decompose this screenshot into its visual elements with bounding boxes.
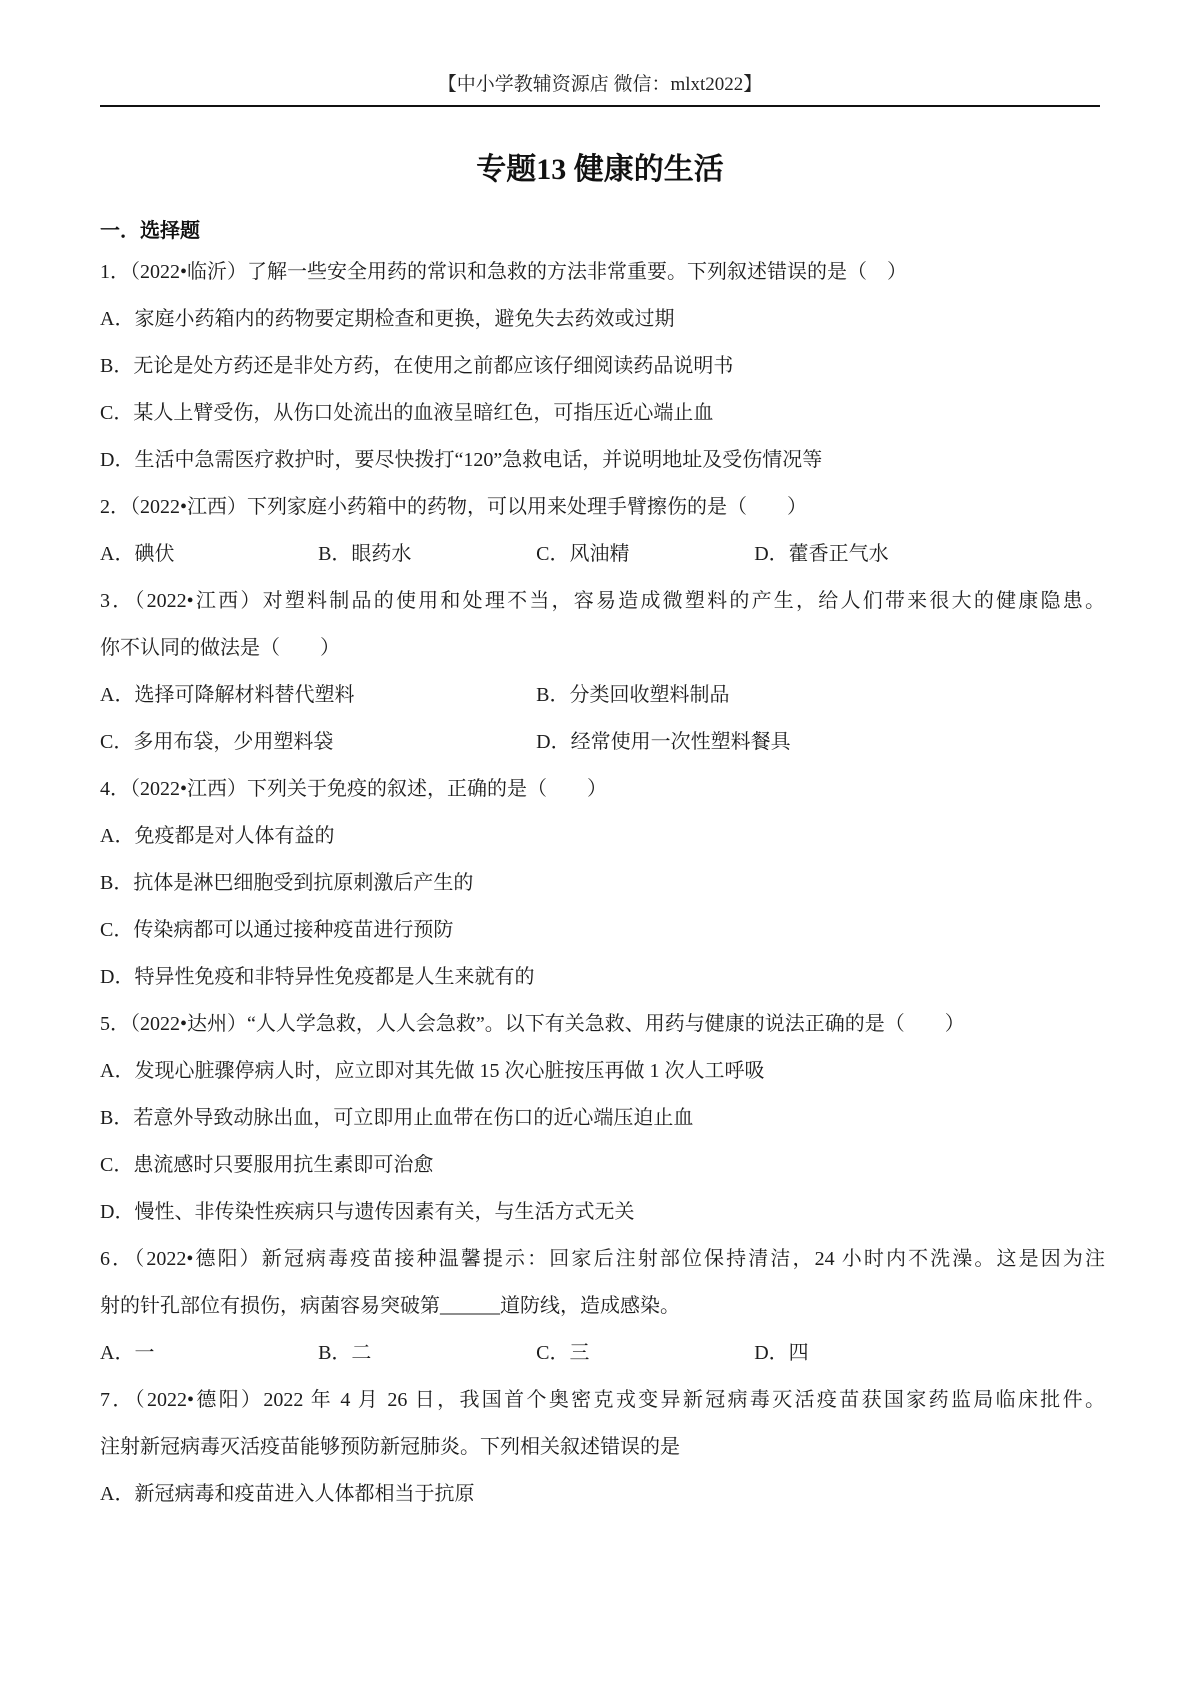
question-6-options-row xyxy=(100,1330,1105,1377)
question-4-option-b: B．抗体是淋巴细胞受到抗原刺激后产生的 xyxy=(100,872,474,894)
question-2-option-d: D．藿香正气水 xyxy=(754,543,889,565)
header-divider xyxy=(100,105,1100,107)
question-6-option-c: C．三 xyxy=(536,1342,590,1364)
question-2-stem: 2．（2022•江西）下列家庭小药箱中的药物，可以用来处理手臂擦伤的是（ ） xyxy=(100,496,808,518)
question-1-option-a: A．家庭小药箱内的药物要定期检查和更换，避免失去药效或过期 xyxy=(100,308,675,330)
question-3-stem-line2: 你不认同的做法是（ ） xyxy=(100,637,340,659)
question-1-option-b: B．无论是处方药还是非处方药，在使用之前都应该仔细阅读药品说明书 xyxy=(100,355,734,377)
question-7-option-a: A．新冠病毒和疫苗进入人体都相当于抗原 xyxy=(100,1483,475,1505)
question-3 xyxy=(100,578,1105,766)
question-5-option-a: A．发现心脏骤停病人时，应立即对其先做 15 次心脏按压再做 1 次人工呼吸 xyxy=(100,1060,765,1082)
question-1 xyxy=(100,249,1105,484)
question-5-stem: 5．（2022•达州）“人人学急救，人人会急救”。以下有关急救、用药与健康的说法正确的是（ ） xyxy=(100,1013,965,1035)
question-3-option-b: B．分类回收塑料制品 xyxy=(536,684,730,706)
question-6 xyxy=(100,1236,1105,1377)
question-7-stem-line1: 7．（2022•德阳）2022 年 4 月 26 日，我国首个奥密克戎变异新冠病毒灭活疫苗获国家药监局临床批件。 xyxy=(100,1389,1105,1411)
question-3-option-a: A．选择可降解材料替代塑料 xyxy=(100,684,355,706)
question-3-stem-line1: 3．（2022•江西）对塑料制品的使用和处理不当，容易造成微塑料的产生，给人们带来很大的健康隐患。 xyxy=(100,590,1105,612)
question-6-stem-line2: 射的针孔部位有损伤，病菌容易突破第______道防线，造成感染。 xyxy=(100,1295,680,1317)
question-4-option-c: C．传染病都可以通过接种疫苗进行预防 xyxy=(100,919,454,941)
question-6-stem-line1: 6．（2022•德阳）新冠病毒疫苗接种温馨提示：回家后注射部位保持清洁，24 小时内不洗澡。这是因为注 xyxy=(100,1248,1105,1270)
question-3-option-d: D．经常使用一次性塑料餐具 xyxy=(536,731,791,753)
header-watermark: 【中小学教辅资源店 微信：mlxt2022】 xyxy=(437,74,763,95)
question-3-options-row-ab xyxy=(100,672,1105,719)
question-3-option-c: C．多用布袋，少用塑料袋 xyxy=(100,731,334,753)
question-6-option-b: B．二 xyxy=(318,1342,372,1364)
question-5-option-b: B．若意外导致动脉出血，可立即用止血带在伤口的近心端压迫止血 xyxy=(100,1107,694,1129)
section-heading: 一．选择题 xyxy=(100,220,200,242)
question-6-option-d: D．四 xyxy=(754,1342,809,1364)
question-1-option-d: D．生活中急需医疗救护时，要尽快拨打“120”急救电话，并说明地址及受伤情况等 xyxy=(100,449,823,471)
question-2-option-a: A．碘伏 xyxy=(100,543,175,565)
question-5-option-d: D．慢性、非传染性疾病只与遗传因素有关，与生活方式无关 xyxy=(100,1201,635,1223)
question-6-option-a: A．一 xyxy=(100,1342,155,1364)
question-2 xyxy=(100,484,1105,578)
question-4-option-a: A．免疫都是对人体有益的 xyxy=(100,825,335,847)
question-5 xyxy=(100,1001,1105,1236)
question-2-option-b: B．眼药水 xyxy=(318,543,412,565)
question-7 xyxy=(100,1377,1105,1518)
question-4 xyxy=(100,766,1105,1001)
question-1-stem: 1．（2022•临沂）了解一些安全用药的常识和急救的方法非常重要。下列叙述错误的是（ ） xyxy=(100,261,908,283)
question-5-option-c: C．患流感时只要服用抗生素即可治愈 xyxy=(100,1154,434,1176)
question-1-option-c: C．某人上臂受伤，从伤口处流出的血液呈暗红色，可指压近心端止血 xyxy=(100,402,714,424)
question-4-stem: 4．（2022•江西）下列关于免疫的叙述，正确的是（ ） xyxy=(100,778,608,800)
question-2-option-c: C．风油精 xyxy=(536,543,630,565)
question-7-stem-line2: 注射新冠病毒灭活疫苗能够预防新冠肺炎。下列相关叙述错误的是 xyxy=(100,1436,680,1458)
question-3-options-row-cd xyxy=(100,719,1105,766)
question-list xyxy=(100,249,1105,1518)
question-4-option-d: D．特异性免疫和非特异性免疫都是人生来就有的 xyxy=(100,966,535,988)
page-title: 专题13 健康的生活 xyxy=(476,153,724,186)
question-2-options-row xyxy=(100,531,1105,578)
